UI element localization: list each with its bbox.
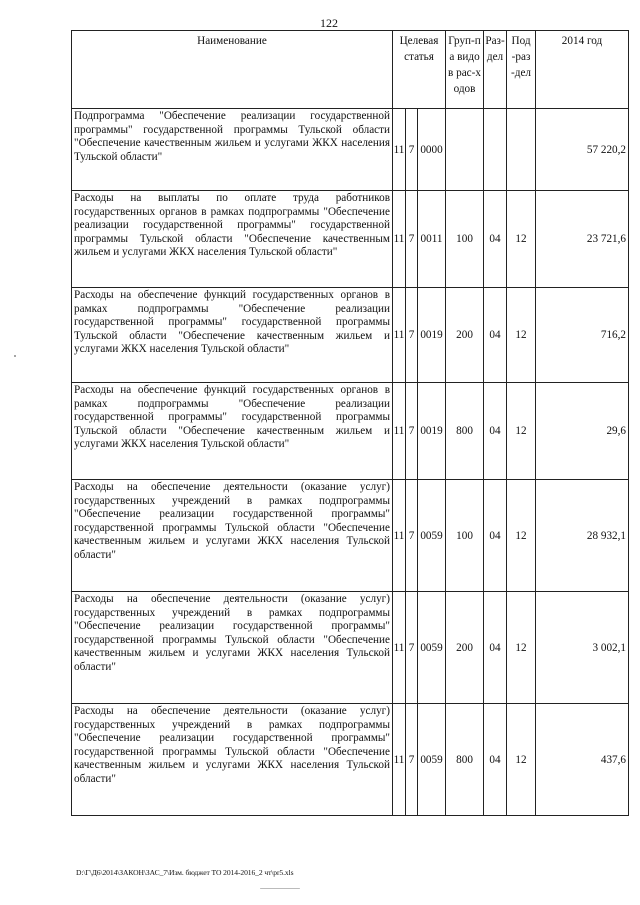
table-row — [72, 704, 629, 816]
table-row — [72, 480, 629, 592]
header-target-article: Целевая статья — [393, 31, 446, 109]
scan-speck — [14, 355, 16, 357]
code-part-a: 11 — [393, 383, 406, 480]
code-part-a: 11 — [393, 592, 406, 704]
code-part-b: 7 — [406, 592, 418, 704]
header-year: 2014 год — [536, 31, 629, 109]
code-part-b: 7 — [406, 109, 418, 191]
code-part-c: 0019 — [418, 383, 446, 480]
table-row — [72, 383, 629, 480]
section — [484, 109, 507, 191]
amount-2014: 716,2 — [536, 288, 629, 383]
subsection: 12 — [507, 480, 536, 592]
amount-2014: 29,6 — [536, 383, 629, 480]
subsection — [507, 109, 536, 191]
code-part-c: 0000 — [418, 109, 446, 191]
header-section: Раз-дел — [484, 31, 507, 109]
code-part-c: 0059 — [418, 592, 446, 704]
amount-2014: 57 220,2 — [536, 109, 629, 191]
budget-table — [71, 30, 629, 816]
code-part-c: 0019 — [418, 288, 446, 383]
row-name: Расходы на обеспечение деятельности (оказание услуг) государственных учреждений в рамках подпрограммы "Обеспечение реализации государственной программы" государственной программы Тульской области "Обеспечение качественным жильем и услугами ЖКХ населения Тульской области" — [72, 592, 393, 704]
code-part-a: 11 — [393, 109, 406, 191]
section: 04 — [484, 383, 507, 480]
row-name: Расходы на обеспечение деятельности (оказание услуг) государственных учреждений в рамках подпрограммы "Обеспечение реализации государственной программы" государственной программы Тульской области "Обеспечение качественным жильем и услугами ЖКХ населения Тульской области" — [72, 480, 393, 592]
code-part-c: 0011 — [418, 191, 446, 288]
scan-speck — [260, 888, 300, 889]
section: 04 — [484, 191, 507, 288]
code-part-b: 7 — [406, 191, 418, 288]
page-number: 122 — [320, 16, 338, 30]
code-part-b: 7 — [406, 288, 418, 383]
subsection: 12 — [507, 704, 536, 816]
code-part-b: 7 — [406, 704, 418, 816]
amount-2014: 437,6 — [536, 704, 629, 816]
amount-2014: 28 932,1 — [536, 480, 629, 592]
header-subsection: Под-раз-дел — [507, 31, 536, 109]
subsection: 12 — [507, 288, 536, 383]
table-row — [72, 592, 629, 704]
expense-group: 800 — [446, 383, 484, 480]
header-name: Наименование — [72, 31, 393, 109]
row-name: Подпрограмма "Обеспечение реализации государственной программы" государственной программы Тульской области "Обеспечение качественным жильем и услугами ЖКХ населения Тульской области" — [72, 109, 393, 191]
code-part-b: 7 — [406, 383, 418, 480]
code-part-a: 11 — [393, 704, 406, 816]
code-part-b: 7 — [406, 480, 418, 592]
table-row — [72, 288, 629, 383]
header-expense-group: Груп-па видов рас-ходов — [446, 31, 484, 109]
code-part-a: 11 — [393, 288, 406, 383]
section: 04 — [484, 288, 507, 383]
code-part-a: 11 — [393, 480, 406, 592]
expense-group — [446, 109, 484, 191]
table-row — [72, 191, 629, 288]
code-part-c: 0059 — [418, 480, 446, 592]
section: 04 — [484, 592, 507, 704]
expense-group: 200 — [446, 592, 484, 704]
subsection: 12 — [507, 592, 536, 704]
subsection: 12 — [507, 383, 536, 480]
file-path-footer: D:\Г\Д6\2014\ЗАКОН\ЗАС_7\Изм. бюджет ТО 2014-2016_2 чт\pr5.xls — [76, 868, 294, 877]
code-part-c: 0059 — [418, 704, 446, 816]
expense-group: 100 — [446, 191, 484, 288]
row-name: Расходы на обеспечение функций государственных органов в рамках подпрограммы "Обеспечение реализации государственной программы" государственной программы Тульской области "Обеспечение качественным жильем и услугами ЖКХ населения Тульской области" — [72, 383, 393, 480]
section: 04 — [484, 480, 507, 592]
amount-2014: 3 002,1 — [536, 592, 629, 704]
section: 04 — [484, 704, 507, 816]
code-part-a: 11 — [393, 191, 406, 288]
table-row — [72, 109, 629, 191]
subsection: 12 — [507, 191, 536, 288]
expense-group: 100 — [446, 480, 484, 592]
row-name: Расходы на обеспечение деятельности (оказание услуг) государственных учреждений в рамках подпрограммы "Обеспечение реализации государственной программы" государственной программы Тульской области "Обеспечение качественным жильем и услугами ЖКХ населения Тульской области" — [72, 704, 393, 816]
expense-group: 200 — [446, 288, 484, 383]
row-name: Расходы на выплаты по оплате труда работников государственных органов в рамках подпрограммы "Обеспечение реализации государственной программы" государственной программы Тульской области "Обеспечение качественным жильем и услугами ЖКХ населения Тульской области" — [72, 191, 393, 288]
row-name: Расходы на обеспечение функций государственных органов в рамках подпрограммы "Обеспечение реализации государственной программы" государственной программы Тульской области "Обеспечение качественным жильем и услугами ЖКХ населения Тульской области" — [72, 288, 393, 383]
expense-group: 800 — [446, 704, 484, 816]
amount-2014: 23 721,6 — [536, 191, 629, 288]
